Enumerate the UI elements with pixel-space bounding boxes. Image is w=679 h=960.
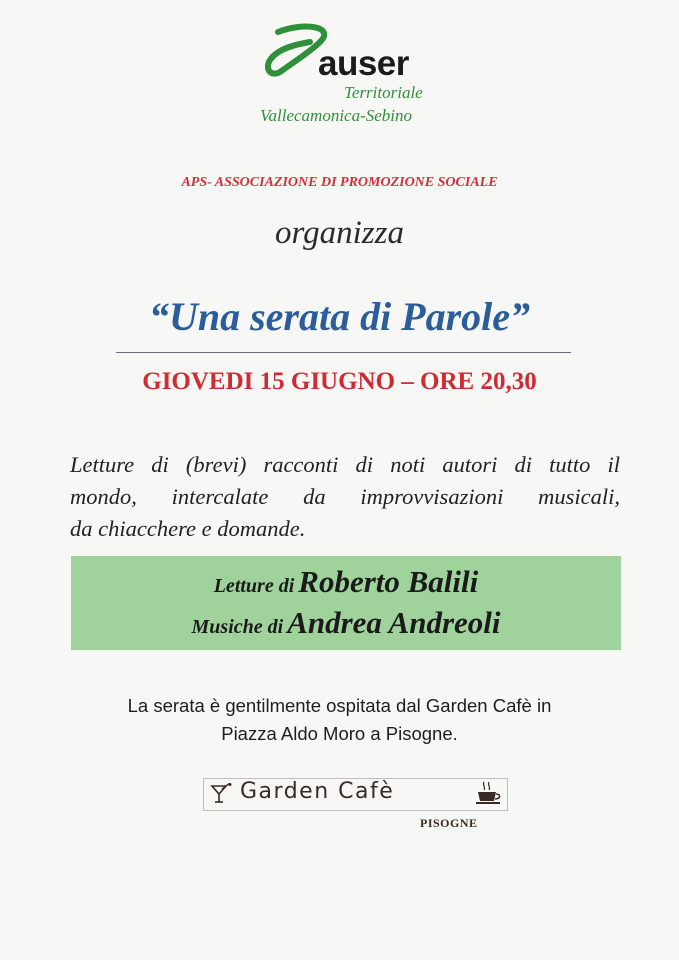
logo-subtitle-1: Territoriale	[344, 83, 423, 102]
music-name: Andrea Andreoli	[287, 605, 501, 640]
cocktail-icon	[210, 783, 236, 805]
logo-name: auser	[318, 44, 409, 83]
logo-subtitle-2: Vallecamonica-Sebino	[260, 106, 413, 125]
event-description	[70, 449, 620, 545]
credits-box	[71, 556, 621, 650]
garden-cafe-town: PISOGNE	[420, 816, 478, 830]
description-line-3: da chiacchere e domande.	[70, 516, 306, 541]
music-credit	[71, 605, 621, 641]
description-line-2: mondo, intercalate da improvvisazioni musicali,	[70, 484, 620, 509]
event-date: GIOVEDI 15 GIUGNO – ORE 20,30	[142, 368, 537, 395]
readings-label: Letture di	[213, 575, 295, 597]
coffee-cup-icon	[475, 781, 503, 807]
host-note	[0, 692, 679, 748]
association-line: APS- ASSOCIAZIONE DI PROMOZIONE SOCIALE	[181, 175, 498, 190]
readings-name: Roberto Balili	[298, 564, 479, 599]
auser-logo	[258, 20, 448, 130]
music-label: Musiche di	[191, 616, 284, 638]
host-note-line-1: La serata è gentilmente ospitata dal Garden Cafè in	[127, 695, 552, 716]
garden-cafe-logo	[203, 778, 508, 811]
description-line-1: Letture di (brevi) racconti di noti autori di tutto il	[70, 452, 620, 477]
organizza-text: organizza	[275, 215, 404, 251]
readings-credit	[71, 564, 621, 600]
title-divider	[116, 352, 571, 353]
event-title: “Una serata di Parole”	[148, 294, 531, 339]
garden-cafe-name: Garden Cafè	[240, 779, 395, 804]
host-note-line-2: Piazza Aldo Moro a Pisogne.	[221, 723, 458, 744]
